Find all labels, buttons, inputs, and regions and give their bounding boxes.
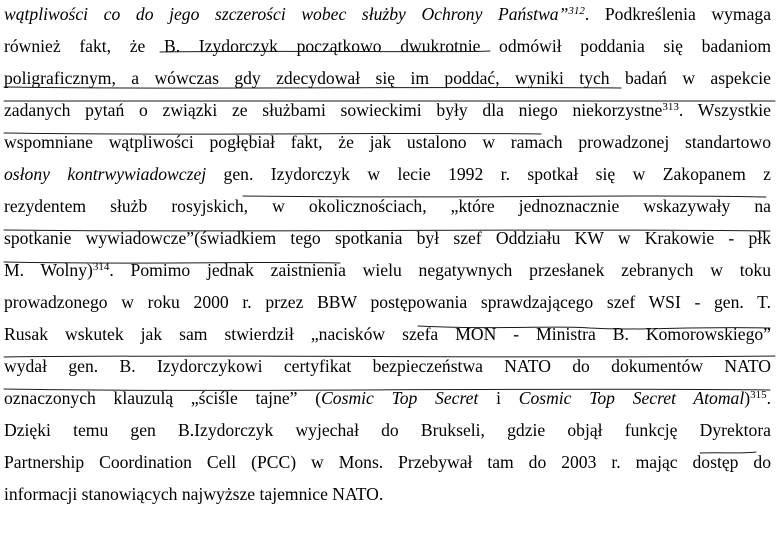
text-line bbox=[4, 418, 771, 442]
footnote-ref: 312 bbox=[568, 5, 585, 17]
text-segment: . Podkreślenia wymaga bbox=[584, 4, 771, 24]
text-segment: ) bbox=[744, 388, 751, 408]
text-line bbox=[4, 34, 771, 58]
text-line bbox=[4, 226, 771, 250]
text-segment: . Pomimo jednak zaistnienia wielu negatywnych przesłanek zebranych w toku bbox=[109, 260, 771, 280]
text-segment: Partnership Coordination Cell (PCC) w Mons. Przebywał tam do 2003 r. mając dostęp do bbox=[4, 452, 771, 472]
footnote-ref: 315 bbox=[750, 389, 767, 401]
footnote-ref: 314 bbox=[92, 261, 110, 273]
text-segment: osłony kontrwywiadowczej bbox=[4, 164, 207, 184]
text-segment: wątpliwości co do jego szczerości wobec służby Ochrony Państwa” bbox=[4, 4, 569, 24]
text-segment: oznaczonych klauzulą „ściśle tajne” ( bbox=[4, 388, 322, 408]
text-segment: Rusak wskutek jak sam stwierdził „nacisków szefa MON - Ministra B. Komorowskiego” bbox=[4, 324, 771, 344]
text-line bbox=[4, 450, 771, 474]
text-segment: prowadzonego w roku 2000 r. przez BBW postępowania sprawdzającego szef WSI - gen. T. bbox=[4, 292, 771, 312]
text-line bbox=[4, 66, 771, 90]
text-segment: zadanych pytań o związki ze służbami sowieckimi były dla niego niekorzystne bbox=[4, 100, 663, 120]
text-line bbox=[4, 2, 771, 26]
text-segment: spotkanie wywiadowcze”(świadkiem tego spotkania był szef Oddziału KW w Krakowie - płk bbox=[4, 228, 771, 248]
text-segment: Cosmic Top Secret Atomal bbox=[518, 388, 745, 408]
text-line bbox=[4, 482, 771, 506]
text-line bbox=[4, 354, 771, 378]
text-line bbox=[4, 386, 771, 410]
text-segment: gen. Izydorczyk w lecie 1992 r. spotkał się w Zakopanem z bbox=[206, 164, 771, 184]
text-line bbox=[4, 162, 771, 186]
footnote-ref: 313 bbox=[662, 101, 679, 113]
text-line bbox=[4, 290, 771, 314]
text-segment: Cosmic Top Secret bbox=[321, 388, 479, 408]
text-line bbox=[4, 98, 771, 122]
text-segment: . bbox=[766, 388, 771, 408]
text-line bbox=[4, 258, 771, 282]
text-line bbox=[4, 194, 771, 218]
text-segment: wspomniane wątpliwości pogłębiał fakt, że jak ustalono w ramach prowadzonej standartowo bbox=[4, 132, 771, 152]
text-segment: wydał gen. B. Izydorczykowi certyfikat bezpieczeństwa NATO do dokumentów NATO bbox=[4, 356, 771, 376]
text-segment: również fakt, że B. Izydorczyk początkowo dwukrotnie odmówił poddania się badaniom bbox=[4, 36, 771, 56]
text-segment: rezydentem służb rosyjskich, w okolicznościach, „które jednoznacznie wskazywały na bbox=[4, 196, 771, 216]
text-segment: M. Wolny) bbox=[4, 260, 93, 280]
text-line bbox=[4, 322, 771, 346]
text-segment: Dzięki temu gen B.Izydorczyk wyjechał do Brukseli, gdzie objął funkcję Dyrektora bbox=[4, 420, 771, 440]
text-segment: . Wszystkie bbox=[678, 100, 771, 120]
text-segment: i bbox=[478, 388, 519, 408]
text-segment: informacji stanowiących najwyższe tajemnice NATO. bbox=[4, 484, 384, 504]
text-segment: poligraficznym, a wówczas gdy zdecydował się im poddać, wyniki tych badań w aspekcie bbox=[4, 68, 771, 88]
text-line bbox=[4, 130, 771, 154]
